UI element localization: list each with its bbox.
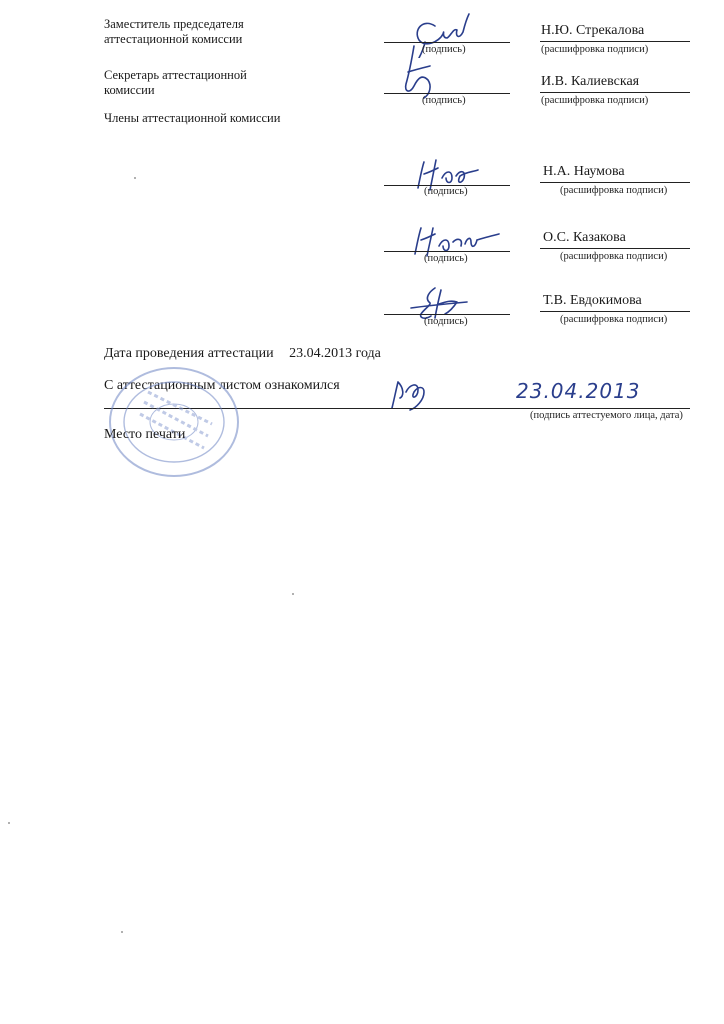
secretary-label-line2: комиссии [104,83,155,97]
deputy-chair-name-line [540,41,690,42]
member-2-name-line [540,248,690,249]
secretary-sign-line [384,93,510,94]
member-1-name: Н.А. Наумова [543,164,625,179]
member-3-name-caption: (расшифровка подписи) [560,314,668,325]
secretary-name-line [540,92,690,93]
member-2-sign-caption: (подпись) [424,253,468,264]
members-label: Члены аттестационной комиссии [104,111,281,125]
secretary-name-caption: (расшифровка подписи) [541,95,649,106]
member-2-sign-line [384,251,510,252]
attestation-date-row [104,346,381,362]
attestation-date-label: Дата проведения аттестации [104,346,274,361]
scan-speck [292,593,294,595]
deputy-chair-sign-caption: (подпись) [422,44,466,55]
deputy-chair-label-line1: Заместитель председателя [104,17,244,31]
member-2-name-caption: (расшифровка подписи) [560,251,668,262]
seal-stamp-icon [104,364,244,484]
deputy-chair-name: Н.Ю. Стрекалова [541,23,645,38]
secretary-sign-caption: (подпись) [422,95,466,106]
member-2-name: О.С. Казакова [543,230,626,245]
seal-label: Место печати [104,427,186,442]
acknowledgement-label: С аттестационным листом ознакомился [104,378,340,393]
acknowledgement-handwritten-date: 23.04.2013 [516,379,641,403]
member-3-name-line [540,311,690,312]
member-1-sign-caption: (подпись) [424,186,468,197]
member-1-name-caption: (расшифровка подписи) [560,185,668,196]
scan-speck [8,822,10,824]
secretary-label [104,68,247,98]
acknowledgement-signature [388,378,438,412]
member-1-name-line [540,182,690,183]
acknowledgement-caption: (подпись аттестуемого лица, дата) [530,410,683,421]
member-3-sign-caption: (подпись) [424,316,468,327]
deputy-chair-label [104,17,244,47]
scan-speck [121,931,123,933]
secretary-label-line1: Секретарь аттестационной [104,68,247,82]
deputy-chair-label-line2: аттестационной комиссии [104,32,243,46]
deputy-chair-sign-line [384,42,510,43]
member-3-name: Т.В. Евдокимова [543,293,642,308]
attestation-date-value: 23.04.2013 года [289,346,381,361]
secretary-name: И.В. Калиевская [541,74,640,89]
scan-speck [134,177,136,179]
member-3-sign-line [384,314,510,315]
deputy-chair-name-caption: (расшифровка подписи) [541,44,649,55]
